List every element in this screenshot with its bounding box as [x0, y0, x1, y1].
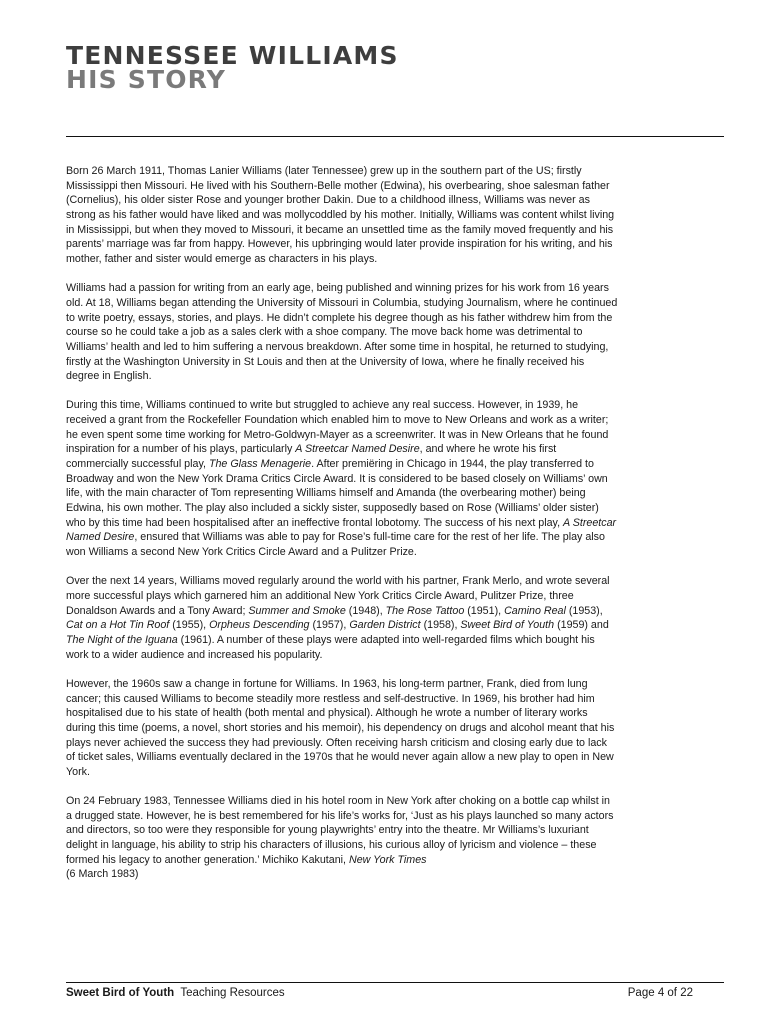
text-segment: (1948), — [345, 604, 386, 617]
play-title: Garden District — [349, 619, 421, 632]
paragraph-early-success — [66, 398, 618, 559]
play-title: Cat on a Hot Tin Roof — [66, 619, 170, 632]
page-title-line-1: TENNESSEE WILLIAMS — [66, 41, 399, 70]
footer-subtitle: Teaching Resources — [180, 987, 285, 999]
publication-title: New York Times — [348, 853, 427, 866]
paragraph-death-legacy — [66, 794, 618, 882]
header-divider — [66, 136, 724, 137]
play-title: A Streetcar Named Desire — [295, 443, 420, 456]
article-body — [66, 164, 618, 897]
page-title-line-2: HIS STORY — [66, 65, 227, 94]
text-segment: (1951), — [464, 604, 505, 617]
text-segment: Over the next 14 years, Williams moved regularly around the world with his partner, Frank Merlo, and wrote several more successful plays which garnered him an additional New York Critics Circle Award, Pulitzer Prize, three Donaldson Awards and a Tony Award; — [66, 575, 610, 617]
text-segment: , and where he wrote his first commercially successful play, — [66, 443, 557, 471]
play-title: Sweet Bird of Youth — [460, 619, 555, 632]
paragraph-later-plays — [66, 574, 618, 662]
page-number: Page 4 of 22 — [627, 987, 693, 999]
text-segment: (1955), — [169, 619, 210, 632]
play-title: A Streetcar Named Desire — [66, 516, 617, 544]
play-title: Camino Real — [504, 604, 566, 617]
paragraph-education: Williams had a passion for writing from an early age, being published and winning prizes for his work from 16 years old. At 18, Williams began attending the University of Missouri in Columbia, studying Journalism, where he continued to write poetry, essays, stories, and plays. He didn’t complete his degree though as his father withdrew him from the course so he could take a job as a sales clerk with a shoe company. The move back home was detrimental to Williams’ health and led to him suffering a nervous breakdown. After some time in hospital, he returned to studying, firstly at the Washington University in St Louis and then at the University of Iowa, where he finally received his degree in English. — [66, 282, 618, 383]
play-title: Summer and Smoke — [248, 604, 346, 617]
text-segment: (1958), — [420, 619, 461, 632]
text-segment: (1961). A number of these plays were adapted into well-regarded films which bought his work to a wider audience and increased his popularity. — [66, 633, 595, 661]
text-segment: (1957), — [309, 619, 350, 632]
page-title — [66, 41, 399, 94]
play-title: The Glass Menagerie — [208, 458, 312, 471]
text-segment: (1953), — [565, 604, 603, 617]
text-segment: During this time, Williams continued to write but struggled to achieve any real success. However, in 1939, he received a grant from the Rockefeller Foundation which enabled him to move to New Orleans and work as a writer; he even spent some time working for Metro-Goldwyn-Mayer as a screenwriter. It was in New Orleans that he found inspiration for a number of his plays, particularly — [66, 399, 609, 456]
footer-divider — [66, 982, 724, 983]
text-segment: . After premiëring in Chicago in 1944, the play transferred to Broadway and won the New York Drama Critics Circle Award. It is considered to be based closely on Williams’ own life, with the main character of Tom representing Williams himself and Amanda (the overbearing mother) being Edwina, his own mother. The play also included a sickly sister, supposedly based on Rose (Williams’ older sister) who by this time had been hospitalised after an ineffective frontal lobotomy. The success of his next play, — [66, 458, 608, 529]
paragraph-decline: However, the 1960s saw a change in fortune for Williams. In 1963, his long-term partner, Frank, died from lung cancer; this caused Williams to become steadily more restless and self-destructive. In 1969, his brother had him hospitalised due to his state of health (both mental and physical). Although he wrote a number of literary works during this time (poems, a novel, short stories and his memoir), his dependency on drugs and alcohol meant that his plays never achieved the success they had previously. Often receiving harsh criticism and closing early due to lack of ticket sales, Williams eventually declared in the 1970s that he would never again allow a new play to open in New York. — [66, 677, 615, 778]
page-footer — [66, 986, 693, 1000]
footer-play-title: Sweet Bird of Youth — [66, 987, 175, 999]
text-segment: On 24 February 1983, Tennessee Williams died in his hotel room in New York after choking on a bottle cap whilst in a drugged state. However, he is best remembered for his life’s works for, ‘Just as his plays launched so many actors and directors, so too were they responsible for young playwrights’ entry into the theatre. Mr Williams’s luxuriant delight in language, his ability to strip his characters of illusions, his curious alloy of lyricism and violence – these formed his legacy to another generation.’ Michiko Kakutani, — [66, 795, 614, 866]
text-segment: , ensured that Williams was able to pay for Rose’s full-time care for the rest of her life. The play also won Williams a second New York Critics Circle Award and a Pulitzer Prize. — [66, 531, 605, 559]
footer-document-title — [66, 986, 285, 1000]
paragraph-early-life: Born 26 March 1911, Thomas Lanier Williams (later Tennessee) grew up in the southern part of the US; firstly Mississippi then Missouri. He lived with his Southern-Belle mother (Edwina), his overbearing, shoe salesman father (Cornelius), his older sister Rose and younger brother Dakin. Due to a childhood illness, Williams was never as strong as his father would have liked and was mollycoddled by his mother. Initially, Williams was content whilst living in Mississippi, but when they moved to Missouri, it became an unsettled time as the family moved frequently and his parents’ marriage was far from happy. However, his upbringing would later provide inspiration for his writing, and his mother, father and sister would emerge as characters in his plays. — [66, 165, 615, 265]
play-title: Orpheus Descending — [209, 619, 310, 632]
play-title: The Night of the Iguana — [66, 633, 178, 646]
text-segment: (1959) and — [554, 619, 609, 632]
citation-date: (6 March 1983) — [66, 868, 139, 881]
play-title: The Rose Tattoo — [385, 604, 465, 617]
